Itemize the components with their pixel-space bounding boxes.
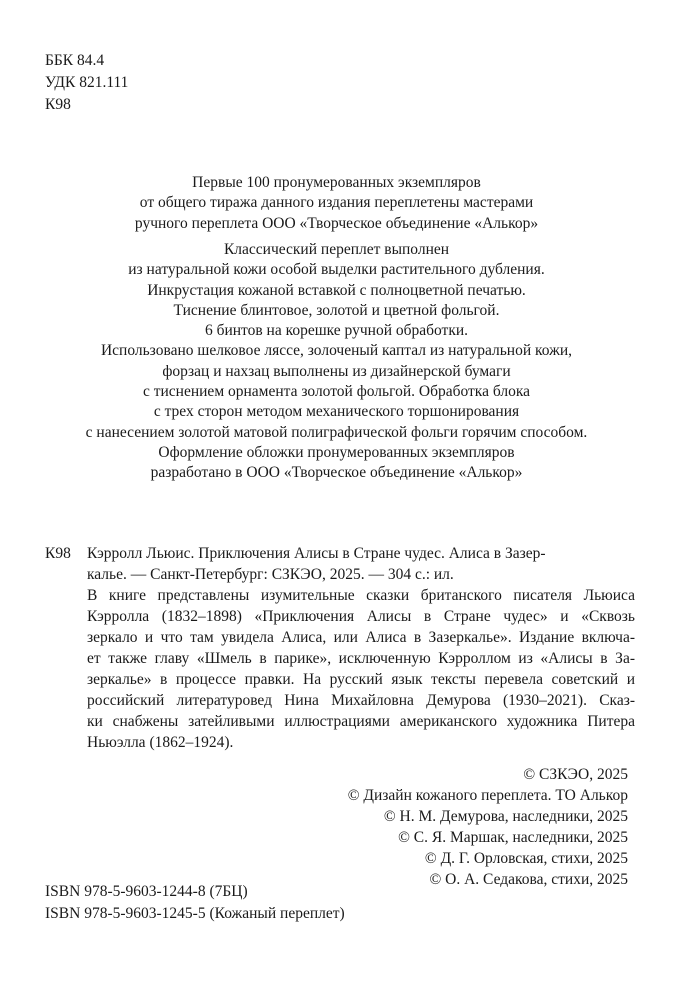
limited-edition-line: от общего тиража данного издания переплетены мастерами <box>139 194 534 212</box>
annotation-line: ки снабжены затейливыми иллюстрациями американского художника Питера <box>87 713 635 730</box>
binding-line: форзац и нахзац выполнены из дизайнерской бумаги <box>162 362 511 380</box>
copyright-line: © СЗКЭО, 2025 <box>523 766 628 783</box>
binding-line: 6 бинтов на корешке ручной обработки. <box>204 322 469 340</box>
copyright-line: © О. А. Седакова, стихи, 2025 <box>429 871 628 888</box>
annotation-line: ет также главу «Шмель в парике», исключенную Кэрроллом из «Алисы в За- <box>87 650 635 667</box>
bbk-code: ББК 84.4 <box>45 52 105 69</box>
binding-line: с тиснением орнамента золотой фольгой. Обработка блока <box>142 383 531 401</box>
limited-edition-note <box>0 173 673 234</box>
copyright-block <box>348 764 628 890</box>
catalog-entry <box>45 543 635 753</box>
binding-line: из натуральной кожи особой выделки растительного дубления. <box>128 261 545 279</box>
binding-line: с трех сторон методом механического торшонирования <box>153 403 520 421</box>
limited-edition-line: ручного переплета ООО «Творческое объединение «Алькор» <box>134 214 539 232</box>
binding-line: Классический переплет выполнен <box>223 241 450 258</box>
binding-line: Инкрустация кожаной вставкой с полноцветной печатью. <box>147 281 526 299</box>
catalog-code: К98 <box>45 545 71 562</box>
binding-line: Использовано шелковое ляссе, золоченый каптал из натуральной кожи, <box>100 342 573 360</box>
annotation-line: зеркало и что там увидела Алиса, или Алиса в Зазеркалье». Издание включа- <box>87 629 635 646</box>
binding-details <box>0 240 673 484</box>
isbn-block <box>45 881 345 924</box>
catalog-annotation <box>45 585 635 753</box>
binding-line: Тиснение блинтовое, золотой и цветной фольгой. <box>173 301 500 319</box>
catalog-title-line: Кэрролл Льюис. Приключения Алисы в Стране чудес. Алиса в Зазер- <box>87 545 546 562</box>
catalog-title-row <box>45 543 635 564</box>
author-mark: К98 <box>45 96 71 113</box>
annotation-line: российский литературовед Нина Михайловна Демурова (1930–2021). Сказ- <box>87 692 635 709</box>
annotation-line: Кэрролла (1832–1898) «Приключения Алисы в Стране чудес» и «Сквозь <box>87 608 635 625</box>
copyright-line: © Д. Г. Орловская, стихи, 2025 <box>424 850 628 867</box>
copyright-line: © Дизайн кожаного переплета. ТО Алькор <box>347 787 628 804</box>
binding-line: Оформление обложки пронумерованных экземпляров <box>158 443 515 461</box>
copyright-line: © С. Я. Маршак, наследники, 2025 <box>398 829 628 846</box>
udk-code: УДК 821.111 <box>45 74 129 91</box>
catalog-title-line: калье. — Санкт-Петербург: СЗКЭО, 2025. — 304 с.: ил. <box>87 566 454 583</box>
copyright-line: © Н. М. Демурова, наследники, 2025 <box>383 808 628 825</box>
annotation-line: Ньюэлла (1862–1924). <box>87 734 234 751</box>
annotation-line: зеркалье» в процессе правки. На русский язык тексты перевела советский и <box>87 671 635 688</box>
isbn-line: ISBN 978-5-9603-1245-5 (Кожаный переплет) <box>45 904 345 922</box>
binding-line: с нанесением золотой матовой полиграфической фольги горячим способом. <box>85 423 588 441</box>
limited-edition-line: Первые 100 пронумерованных экземпляров <box>192 174 481 191</box>
annotation-line: В книге представлены изумительные сказки британского писателя Льюиса <box>87 587 635 604</box>
classification-codes <box>45 50 128 116</box>
binding-line: разработано в ООО «Творческое объединение «Алькор» <box>150 464 523 482</box>
isbn-line: ISBN 978-5-9603-1244-8 (7БЦ) <box>45 883 248 900</box>
